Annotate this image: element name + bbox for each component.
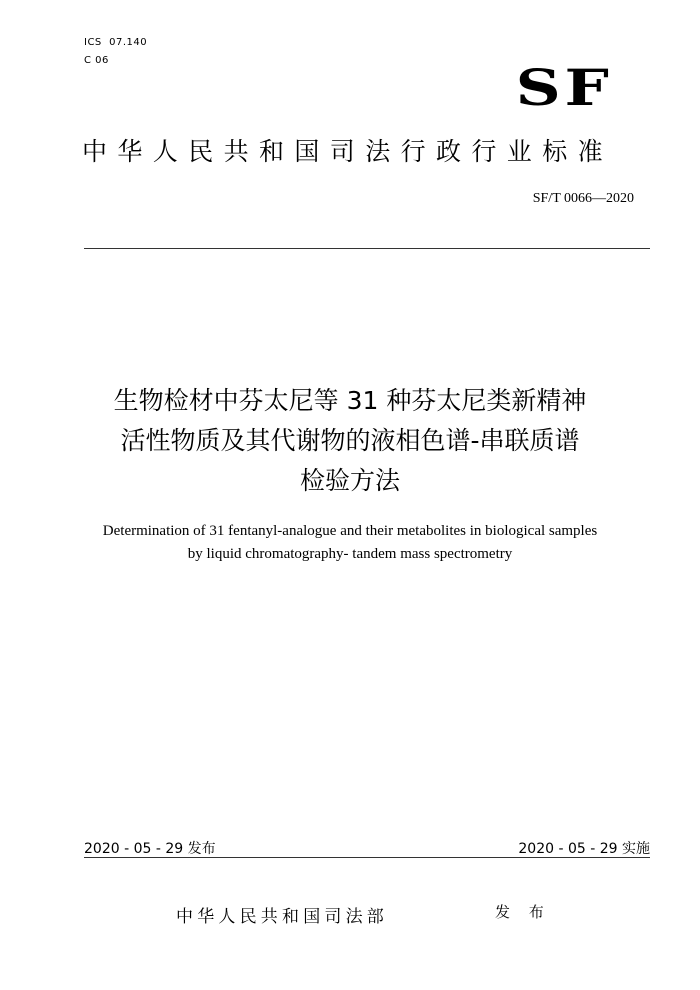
english-title-line: Determination of 31 fentanyl-analogue and their metabolites in biological samples bbox=[102, 523, 598, 539]
sf-logo: SF bbox=[515, 58, 613, 117]
chinese-title-line: 生物检材中芬太尼等 31 种芬太尼类新精神 bbox=[113, 386, 587, 415]
chinese-title bbox=[40, 381, 660, 501]
standard-number: SF/T 0066—2020 bbox=[532, 191, 634, 206]
chinese-title-line: 检验方法 bbox=[299, 466, 400, 495]
english-title-line: by liquid chromatography- tandem mass spectrometry bbox=[187, 546, 513, 562]
header-divider bbox=[84, 248, 650, 249]
issuing-authority: 中华人民共和国司法部 bbox=[176, 907, 388, 927]
english-title bbox=[40, 520, 660, 566]
issue-label: 发 布 bbox=[495, 903, 551, 921]
issue-date: 2020 - 05 - 29 发布 bbox=[84, 841, 216, 857]
ics-code: ICS 07.140 bbox=[84, 37, 148, 48]
standard-category: 中华人民共和国司法行政行业标准 bbox=[82, 137, 614, 166]
implementation-date: 2020 - 05 - 29 实施 bbox=[518, 841, 650, 857]
date-divider bbox=[84, 857, 650, 858]
ccs-code: C 06 bbox=[84, 55, 109, 66]
chinese-title-line: 活性物质及其代谢物的液相色谱-串联质谱 bbox=[120, 426, 580, 455]
